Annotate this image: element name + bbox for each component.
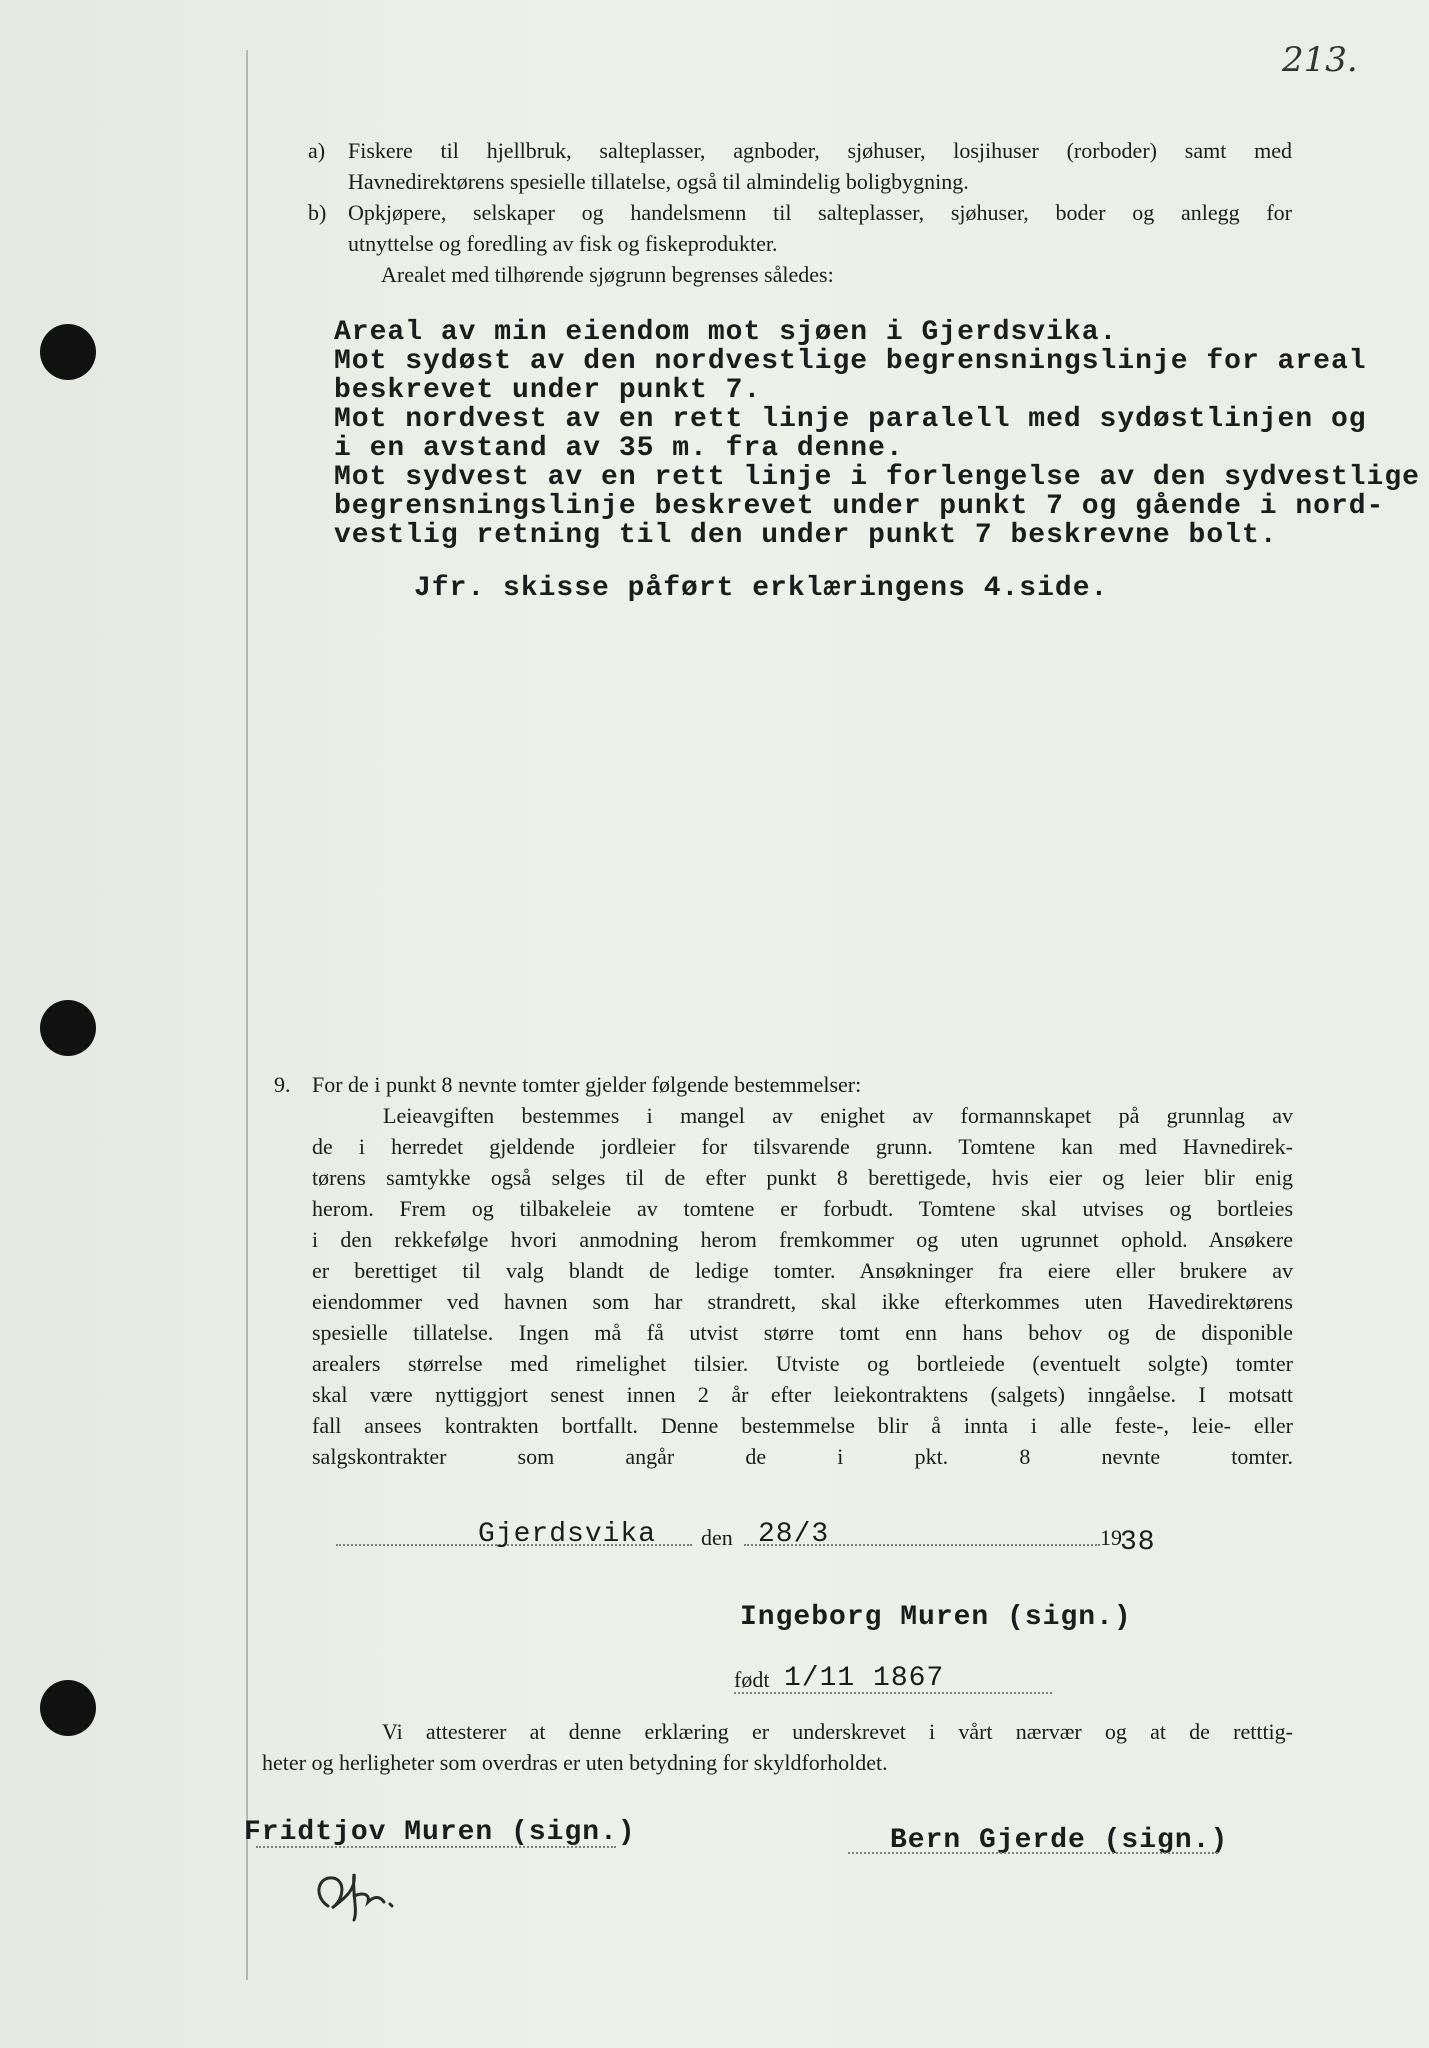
handwritten-initials-mark xyxy=(308,1866,398,1926)
sketch-reference: Jfr. skisse påført erklæringens 4.side. xyxy=(414,573,1109,604)
witness-1-signature: Fridtjov Muren (sign.) xyxy=(244,1817,636,1848)
typed-line: i en avstand av 35 m. fra denne. xyxy=(334,433,904,464)
witness-2-signature: Bern Gjerde (sign.) xyxy=(890,1825,1229,1856)
item-b-line-2: utnyttelse og foredling av fisk og fiskeprodukter. xyxy=(348,231,778,256)
page-number: 213. xyxy=(1282,40,1358,80)
area-intro: Arealet med tilhørende sjøgrunn begrenses således: xyxy=(381,262,834,287)
typed-line: beskrevet under punkt 7. xyxy=(334,375,762,406)
item-b-line-1: Opkjøpere, selskaper og handelsmenn til salteplasser, sjøhuser, boder og anlegg for xyxy=(348,200,1292,225)
typed-line: Mot nordvest av en rett linje paralell med sydøstlinjen og xyxy=(334,404,1367,435)
birth-date: 1/11 1867 xyxy=(784,1663,945,1694)
section-9-line: eiendommer ved havnen som har strandrett, skal ikke efterkommes uten Havedirektørens xyxy=(312,1289,1293,1314)
punch-hole xyxy=(40,1000,96,1056)
born-label: født xyxy=(734,1667,770,1692)
section-9-line: salgskontrakter som angår de i pkt. 8 nevnte tomter. xyxy=(312,1444,1293,1469)
signature-ingeborg: Ingeborg Muren (sign.) xyxy=(740,1602,1132,1633)
section-9-line: i den rekkefølge hvori anmodning herom fremkommer og uten ugrunnet ophold. Ansøkere xyxy=(312,1227,1293,1252)
section-9-line: er berettiget til valg blandt de ledige tomter. Ansøkninger fra eiere eller brukere av xyxy=(312,1258,1293,1283)
typed-line: Mot sydøst av den nordvestlige begrensningslinje for areal xyxy=(334,346,1367,377)
witness-2-dotted-line xyxy=(848,1852,1218,1854)
punch-hole xyxy=(40,324,96,380)
section-9-line: skal være nyttiggjort senest innen 2 år efter leiekontraktens (salgets) inngåelse. I motsatt xyxy=(312,1382,1293,1407)
attestation-line-2: heter og herligheter som overdras er uten betydning for skyldforholdet. xyxy=(262,1750,888,1775)
punch-hole xyxy=(40,1680,96,1736)
section-9-line: tørens samtykke også selges til de efter punkt 8 berettigede, hvis eier og leier blir enig xyxy=(312,1165,1293,1190)
item-a-line-2: Havnedirektørens spesielle tillatelse, også til almindelig boligbygning. xyxy=(348,169,969,194)
attestation-line-1: Vi attesterer at denne erklæring er underskrevet i vårt nærvær og at de retttig- xyxy=(382,1719,1293,1744)
date: 28/3 xyxy=(758,1519,830,1550)
place: Gjerdsvika xyxy=(478,1519,657,1550)
typed-line: Mot sydvest av en rett linje i forlengelse av den sydvestlige xyxy=(334,462,1420,493)
section-9-line: fall ansees kontrakten bortfallt. Denne bestemmelse blir å innta i alle feste-, leie- eller xyxy=(312,1413,1293,1438)
item-a-line-1: Fiskere til hjellbruk, salteplasser, agnboder, sjøhuser, losjihuser (rorboder) samt med xyxy=(348,138,1292,163)
year-prefix: 19 xyxy=(1100,1525,1122,1550)
section-9-heading: For de i punkt 8 nevnte tomter gjelder følgende bestemmelser: xyxy=(312,1072,862,1097)
year-suffix: 38 xyxy=(1120,1527,1156,1558)
witness-1-dotted-line xyxy=(256,1846,616,1848)
section-9-number: 9. xyxy=(274,1072,291,1097)
section-9-line: herom. Frem og tilbakeleie av tomtene er forbudt. Tomtene skal utvises og bortleies xyxy=(312,1196,1293,1221)
item-b-marker: b) xyxy=(308,200,327,225)
margin-line xyxy=(246,50,248,1980)
typed-line: Areal av min eiendom mot sjøen i Gjerdsvika. xyxy=(334,317,1118,348)
section-9-line: de i herredet gjeldende jordleier for tilsvarende grunn. Tomtene kan med Havnedirek- xyxy=(312,1134,1293,1159)
handwritten-initials xyxy=(308,1866,398,1936)
section-9-line: Leieavgiften bestemmes i mangel av enighet av formannskapet på grunnlag av xyxy=(383,1103,1293,1128)
typed-line: begrensningslinje beskrevet under punkt 7 og gående i nord- xyxy=(334,491,1385,522)
item-a-marker: a) xyxy=(308,138,326,163)
date-den-label: den xyxy=(701,1525,733,1550)
typed-line: vestlig retning til den under punkt 7 beskrevne bolt. xyxy=(334,520,1278,551)
section-9-line: arealers størrelse med rimelighet tilsier. Utviste og bortleiede (eventuelt solgte) tomter xyxy=(312,1351,1293,1376)
section-9-line: spesielle tillatelse. Ingen må få utvist større tomt enn hans behov og de disponible xyxy=(312,1320,1293,1345)
